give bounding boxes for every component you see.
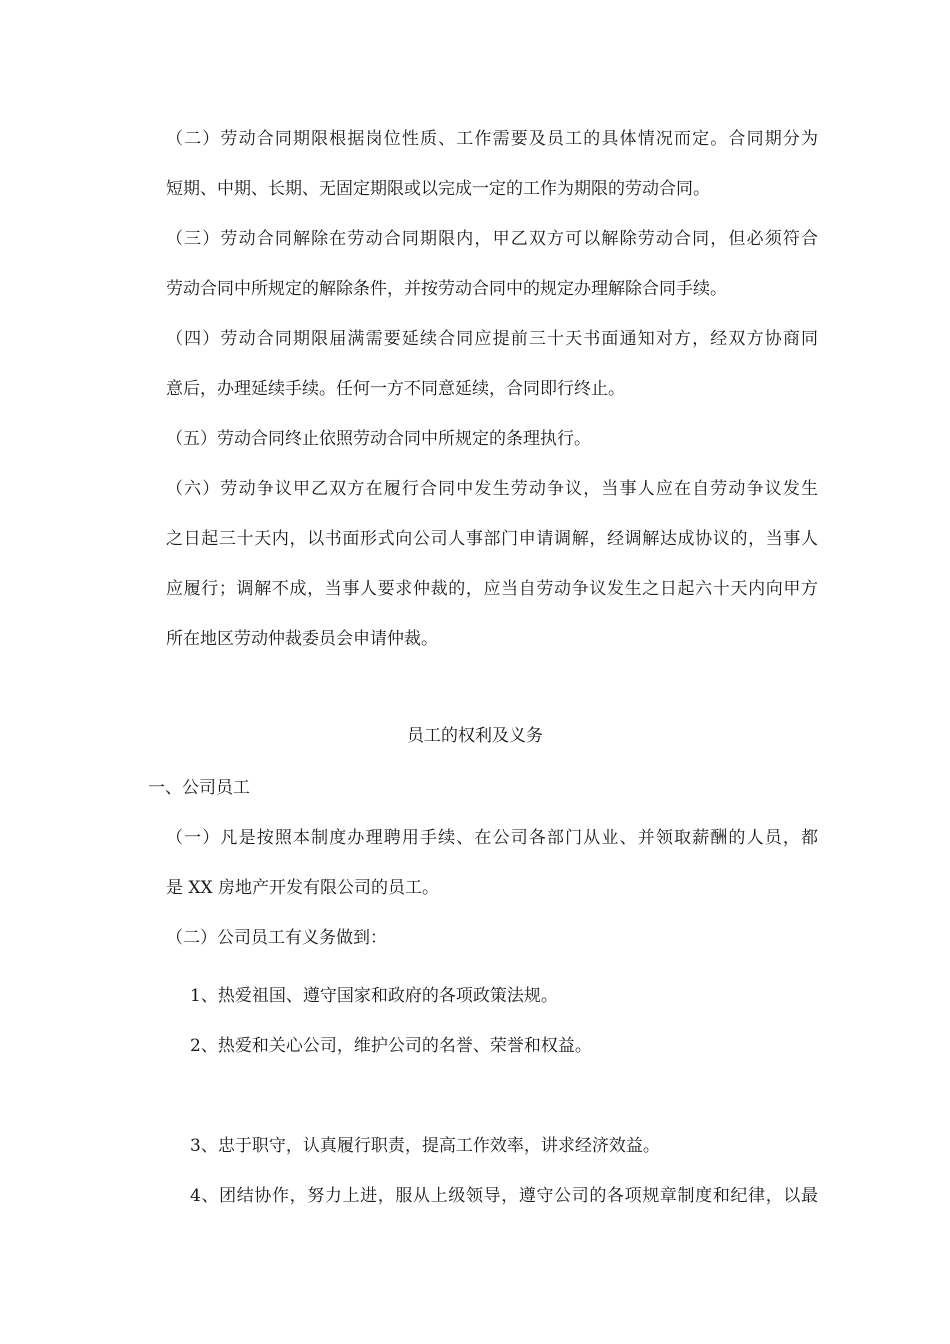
section-title: 员工的权利及义务 <box>407 726 543 746</box>
duty-item-2: 2、热爱和关心公司，维护公司的名誉、荣誉和权益。 <box>190 1036 592 1056</box>
contract-item-2-line-1: （二）劳动合同期限根据岗位性质、工作需要及员工的具体情况而定。合同期分为 <box>166 129 818 149</box>
contract-item-4-line-2: 意后，办理延续手续。任何一方不同意延续，合同即行终止。 <box>166 379 625 399</box>
contract-item-2-line-2: 短期、中期、长期、无固定期限或以完成一定的工作为期限的劳动合同。 <box>166 179 710 199</box>
contract-item-6-line-2: 之日起三十天内，以书面形式向公司人事部门申请调解，经调解达成协议的，当事人 <box>166 529 818 549</box>
heading-company-employees: 一、公司员工 <box>148 778 250 798</box>
duty-item-4-line-1: 4、团结协作，努力上进，服从上级领导，遵守公司的各项规章制度和纪律，以最 <box>190 1186 818 1206</box>
contract-item-5-line-1: （五）劳动合同终止依照劳动合同中所规定的条理执行。 <box>166 429 591 449</box>
duty-item-3: 3、忠于职守，认真履行职责，提高工作效率，讲求经济效益。 <box>190 1136 660 1156</box>
employee-sub-2-line-1: （二）公司员工有义务做到： <box>166 928 387 948</box>
contract-item-6-line-4: 所在地区劳动仲裁委员会申请仲裁。 <box>166 629 438 649</box>
contract-item-3-line-2: 劳动合同中所规定的解除条件，并按劳动合同中的规定办理解除合同手续。 <box>166 279 727 299</box>
employee-sub-1-line-2: 是 XX 房地产开发有限公司的员工。 <box>166 878 440 898</box>
duty-item-1: 1、热爱祖国、遵守国家和政府的各项政策法规。 <box>190 986 558 1006</box>
contract-item-3-line-1: （三）劳动合同解除在劳动合同期限内，甲乙双方可以解除劳动合同，但必须符合 <box>166 229 818 249</box>
contract-item-6-line-3: 应履行；调解不成，当事人要求仲裁的，应当自劳动争议发生之日起六十天内向甲方 <box>166 579 818 599</box>
contract-item-4-line-1: （四）劳动合同期限届满需要延续合同应提前三十天书面通知对方，经双方协商同 <box>166 329 818 349</box>
contract-item-6-line-1: （六）劳动争议甲乙双方在履行合同中发生劳动争议，当事人应在自劳动争议发生 <box>166 479 818 499</box>
employee-sub-1-line-1: （一）凡是按照本制度办理聘用手续、在公司各部门从业、并领取薪酬的人员，都 <box>166 828 818 848</box>
